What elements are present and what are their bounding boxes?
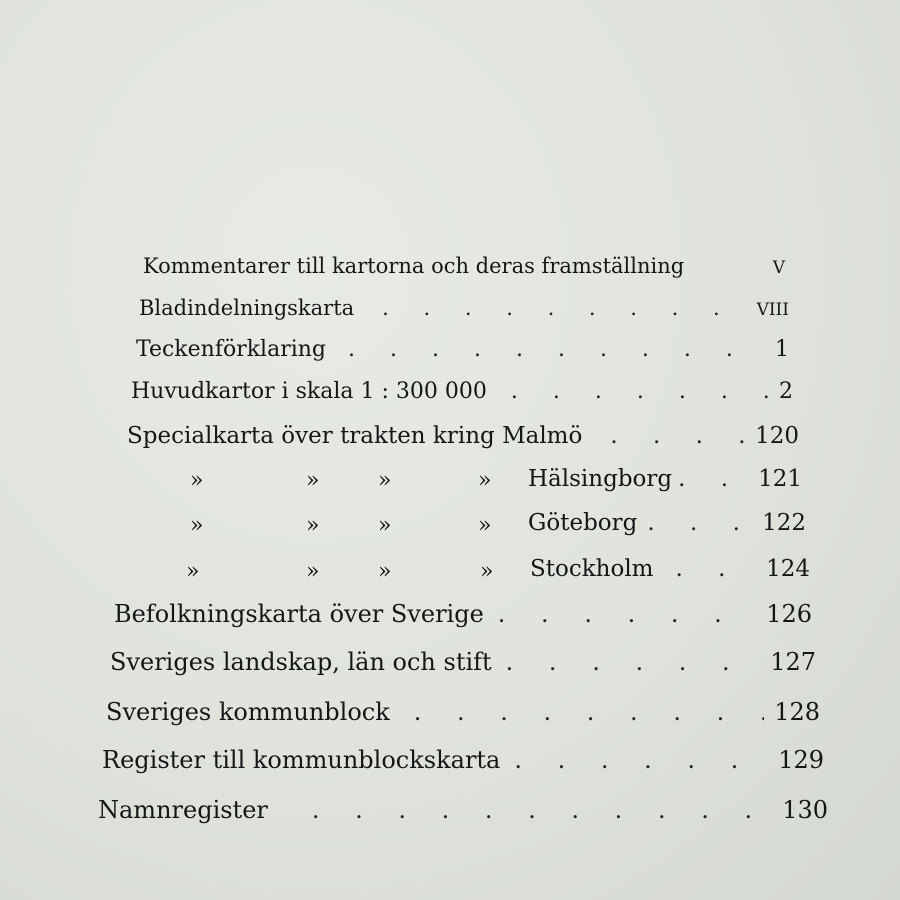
dot-leader [382,296,746,320]
toc-entry [131,379,793,404]
toc-entry [102,746,824,774]
toc-entry-page: 2 [779,379,793,404]
toc-entry [98,796,828,824]
toc-entry [106,698,820,726]
dot-leader [511,379,769,404]
dot-leader [312,796,772,824]
toc-entry-title: Sveriges kommunblock [106,698,390,726]
toc-entry-page: 128 [774,698,820,726]
toc-entry-page: 122 [762,510,806,536]
toc-entry-page: VIII [756,300,789,320]
toc-entry-title: Namnregister [98,796,268,824]
toc-entry-title: Bladindelningskarta [139,296,355,320]
toc-entry-title: Göteborg [528,510,638,536]
toc-entry [136,337,789,362]
ditto-mark: » [378,559,392,584]
dot-leader [348,337,765,362]
toc-entry-page: 124 [766,556,810,582]
toc-entry-page: 126 [766,600,812,628]
dot-leader [498,600,756,628]
toc-entry [528,466,802,492]
ditto-mark: » [186,559,200,584]
toc-entry-page: 127 [770,648,816,676]
toc-entry-title: Kommentarer till kartorna och deras framställning [143,254,685,278]
dot-leader [506,648,761,676]
dot-leader [676,556,757,582]
ditto-mark: » [190,468,204,493]
toc-entry-page: 129 [778,746,824,774]
dot-leader [514,746,768,774]
ditto-mark: » [478,468,492,493]
toc-entry-page: 130 [782,796,828,824]
toc-entry [143,254,785,278]
ditto-mark: » [306,513,320,538]
toc-entry [127,423,799,449]
toc-entry [139,296,789,320]
toc-entry [110,648,816,676]
toc-entry [114,600,812,628]
dot-leader [414,698,764,726]
toc-entry-page: V [772,258,785,278]
dot-leader [678,466,748,492]
toc-entry-page: 1 [775,337,789,362]
ditto-mark: » [306,559,320,584]
toc-entry [528,510,806,536]
toc-entry-page: 121 [758,466,802,492]
ditto-mark: » [378,513,392,538]
ditto-mark: » [480,559,494,584]
toc-entry-title: Hälsingborg [528,466,673,492]
dot-leader [610,423,745,449]
toc-entry-title: Specialkarta över trakten kring Malmö [127,423,583,449]
toc-entry-title: Befolkningskarta över Sverige [114,600,484,628]
ditto-mark: » [190,513,204,538]
dot-leader [647,510,752,536]
toc-entry-title: Sveriges landskap, län och stift [110,648,492,676]
toc-entry-title: Stockholm [530,556,654,582]
toc-entry [530,556,810,582]
toc-entry-title: Register till kommunblockskarta [102,746,501,774]
toc-entry-title: Teckenförklaring [136,337,327,362]
toc-entry-page: 120 [755,423,799,449]
ditto-mark: » [378,468,392,493]
ditto-mark: » [478,513,492,538]
toc-entry-title: Huvudkartor i skala 1 : 300 000 [131,379,487,404]
ditto-mark: » [306,468,320,493]
